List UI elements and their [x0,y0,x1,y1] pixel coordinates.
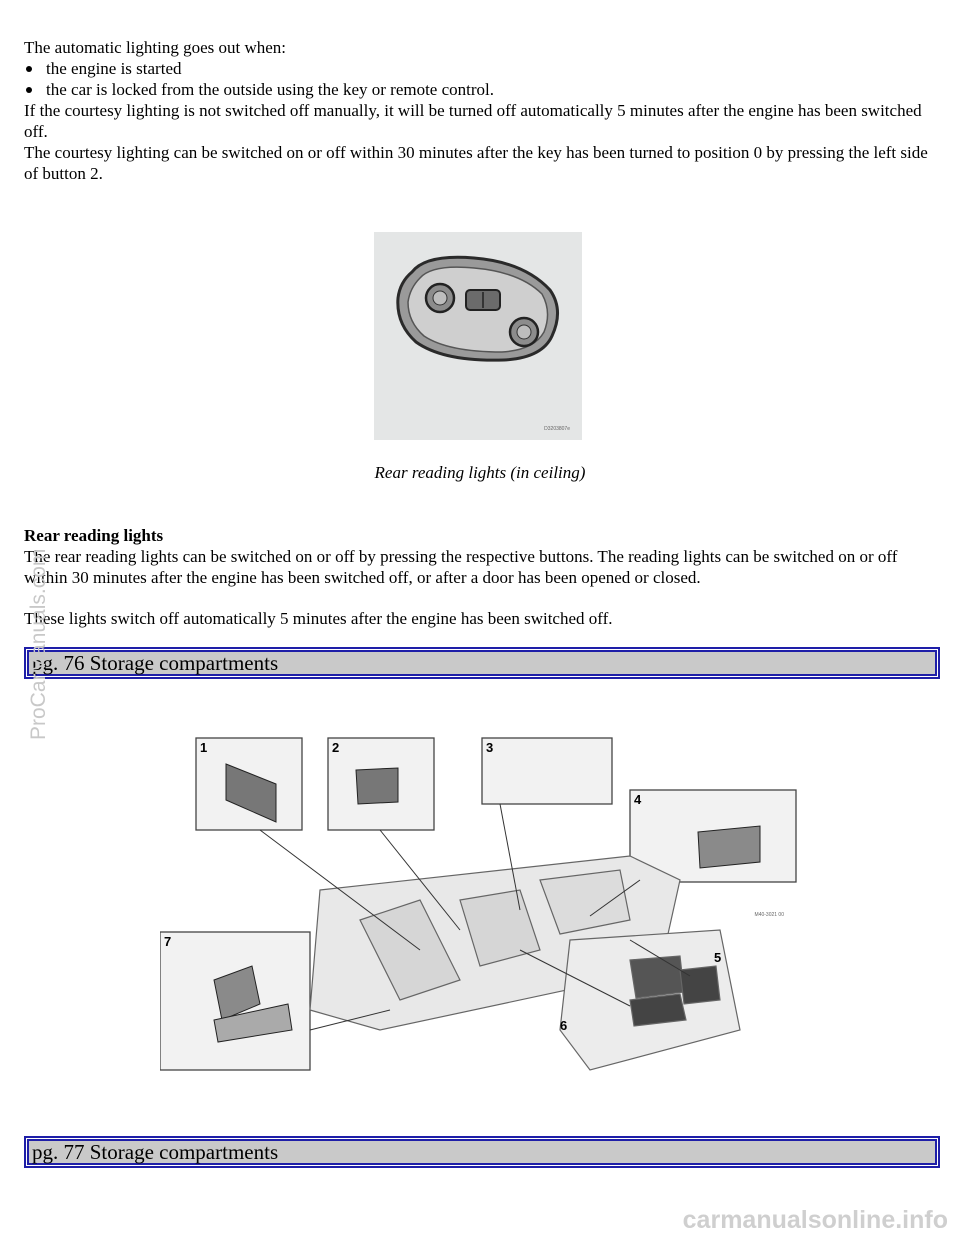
figure-code: D3203807e [544,426,570,432]
ceiling-light-illustration [374,232,582,440]
list-item: the engine is started [24,58,936,79]
section-heading: Rear reading lights [24,526,164,545]
intro-line: The automatic lighting goes out when: [24,38,287,57]
reading-lights-section [24,525,936,629]
callout-number: 3 [486,740,494,755]
callout-box-3 [482,738,612,804]
callout-number: 2 [332,740,340,755]
condition-list [24,58,936,100]
callout-number: 7 [164,934,172,949]
callout-number: 5 [714,950,722,965]
watermark: ProCarManuals.com [27,548,50,740]
list-item: the car is locked from the outside using the key or remote control. [24,79,936,100]
figure-caption: Rear reading lights (in ceiling) [374,463,586,482]
paragraph: The rear reading lights can be switched on or off by pressing the respective buttons. The reading lights can be switched on or off within 30 minutes after the engine has been switched off, or after a door has been opened or closed. [24,547,898,587]
callout-number: 1 [200,740,208,755]
paragraph: The courtesy lighting can be switched on or off within 30 minutes after the key has been turned to position 0 by pressing the left side of button 2. [24,143,928,183]
storage-compartments-figure [160,730,800,1090]
callout-number: 4 [634,792,642,807]
callout-number: 6 [560,1018,568,1033]
paragraph: If the courtesy lighting is not switched off manually, it will be turned off automatically 5 minutes after the engine has been switched off. [24,101,922,141]
intro-block [24,37,936,184]
reading-lights-figure [374,232,582,440]
figure-code: M40-3021 00 [754,912,784,918]
page-banner: pg. 77 Storage compartments [24,1136,940,1168]
storage-illustration [160,730,800,1090]
paragraph: These lights switch off automatically 5 minutes after the engine has been switched off. [24,609,613,628]
watermark: carmanualsonline.info [682,1206,948,1234]
page-banner: pg. 76 Storage compartments [24,647,940,679]
